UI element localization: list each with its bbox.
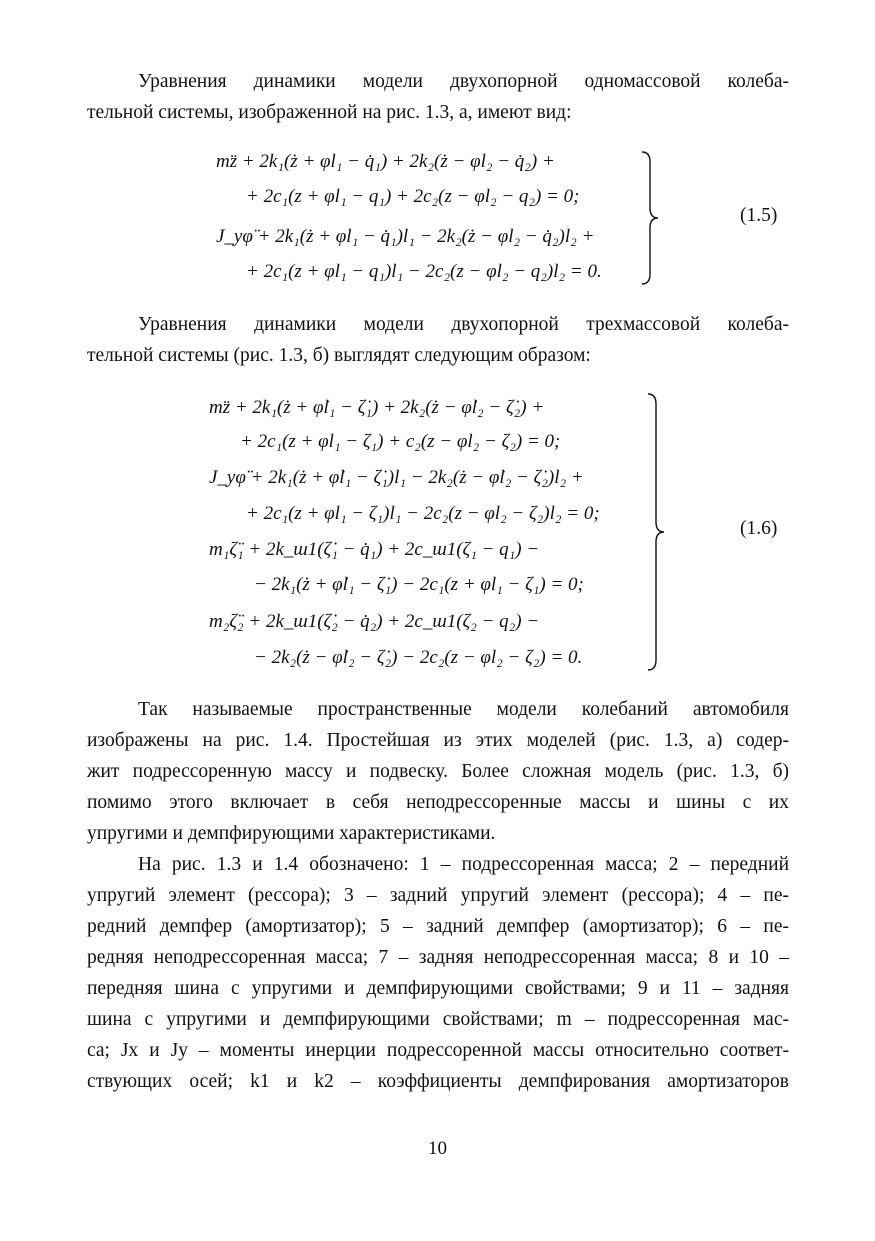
text-line: упругими и демпфирующими характеристиками. bbox=[87, 823, 496, 844]
equation-line: − 2k₂(ż − φ̇l₂ − ζ̇₂) − 2c₂(z − φl₂ − ζ₂) = 0. bbox=[254, 647, 583, 668]
text-line: передняя шина с упругими и демпфирующими свойствами; 9 и 11 – задняя bbox=[87, 978, 789, 999]
text-line: редний демпфер (амортизатор); 5 – задний демпфер (амортизатор); 6 – пе- bbox=[87, 916, 789, 937]
text-line: упругий элемент (рессора); 3 – задний упругий элемент (рессора); 4 – пе- bbox=[87, 885, 789, 906]
text-line: Уравнения динамики модели двухопорной одномассовой колеба- bbox=[138, 71, 789, 92]
equation-line: J_yφ̈ + 2k₁(ż + φ̇l₁ − ζ̇₁)l₁ − 2k₂(ż − φ̇l₂ − ζ̇₂)l₂ + bbox=[209, 467, 584, 488]
equation-line: J_yφ̈ + 2k₁(ż + φl₁ − q̇₁)l₁ − 2k₂(ż − φl₂ − q̇₂)l₂ + bbox=[216, 226, 595, 247]
equation-number: (1.5) bbox=[740, 205, 778, 226]
page-number: 10 bbox=[428, 1138, 447, 1159]
text-line: шина с упругими и демпфирующими свойствами; m – подрессоренная мас- bbox=[87, 1009, 789, 1030]
text-line: тельной системы (рис. 1.3, б) выглядят следующим образом: bbox=[87, 345, 591, 366]
text-line: Уравнения динамики модели двухопорной трехмассовой колеба- bbox=[138, 314, 789, 335]
equation-line: + 2c₁(z + φl₁ − ζ₁) + c₂(z − φl₂ − ζ₂) = 0; bbox=[240, 431, 561, 452]
paragraph-intro-eq16 bbox=[87, 309, 789, 371]
text-line: жит подрессоренную массу и подвеску. Более сложная модель (рис. 1.3, б) bbox=[87, 761, 789, 782]
right-brace-icon bbox=[646, 392, 670, 672]
equation-line: m₁ζ̈₁ + 2k_ш1(ζ̇₁ − q̇₁) + 2c_ш1(ζ₁ − q₁) − bbox=[209, 539, 540, 560]
text-line: помимо этого включает в себя неподрессоренные массы и шины с их bbox=[87, 792, 789, 813]
text-line: изображены на рис. 1.4. Простейшая из этих моделей (рис. 1.3, а) содер- bbox=[87, 730, 789, 751]
right-brace-icon bbox=[640, 150, 664, 286]
equation-line: mz̈ + 2k₁(ż + φl₁ − q̇₁) + 2k₂(ż − φl₂ − q̇₂) + bbox=[216, 151, 555, 172]
paragraph-notation bbox=[87, 849, 789, 1097]
equation-line: m₂ζ̈₂ + 2k_ш1(ζ̇₂ − q̇₂) + 2c_ш1(ζ₂ − q₂) − bbox=[209, 611, 540, 632]
text-line: тельной системы, изображенной на рис. 1.3, а, имеют вид: bbox=[87, 102, 572, 123]
paragraph-intro-eq15 bbox=[87, 66, 789, 128]
equation-number: (1.6) bbox=[740, 518, 778, 539]
equation-line: − 2k₁(ż + φ̇l₁ − ζ̇₁) − 2c₁(z + φl₁ − ζ₁) = 0; bbox=[254, 574, 584, 595]
text-line: редняя неподрессоренная масса; 7 – задняя неподрессоренная масса; 8 и 10 – bbox=[87, 947, 789, 968]
paragraph-spatial-models bbox=[87, 694, 789, 849]
equation-line: mz̈ + 2k₁(ż + φ̇l₁ − ζ̇₁) + 2k₂(ż − φ̇l₂ − ζ̇₂) + bbox=[209, 397, 545, 418]
text-line: На рис. 1.3 и 1.4 обозначено: 1 – подрессоренная масса; 2 – передний bbox=[138, 854, 789, 875]
text-line: Так называемые пространственные модели колебаний автомобиля bbox=[138, 699, 789, 720]
text-line: са; Jx и Jy – моменты инерции подрессоренной массы относительно соответ- bbox=[87, 1040, 789, 1061]
equation-line: + 2c₁(z + φl₁ − ζ₁)l₁ − 2c₂(z − φl₂ − ζ₂)l₂ = 0; bbox=[246, 503, 600, 524]
equation-line: + 2c₁(z + φl₁ − q₁)l₁ − 2c₂(z − φl₂ − q₂)l₂ = 0. bbox=[246, 261, 602, 282]
text-line: ствующих осей; k1 и k2 – коэффициенты демпфирования амортизаторов bbox=[87, 1071, 789, 1092]
equation-line: + 2c₁(z + φl₁ − q₁) + 2c₂(z − φl₂ − q₂) = 0; bbox=[246, 186, 580, 207]
